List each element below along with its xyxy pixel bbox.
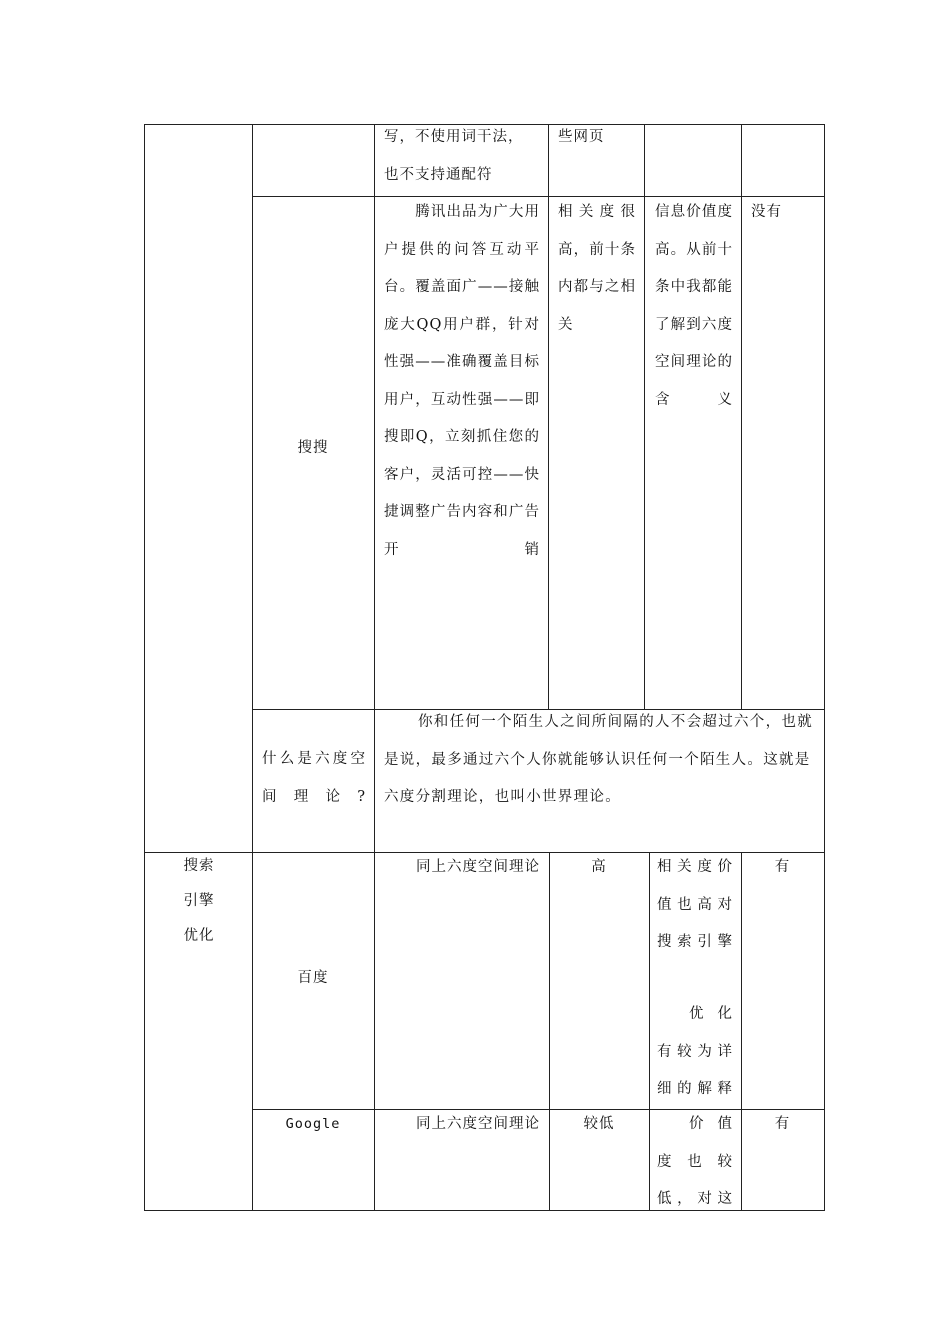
column-divider [252, 124, 253, 1211]
column-divider [741, 124, 742, 709]
sousou-relevance: 相关度很高，前十条内都与之相关 [558, 204, 636, 333]
column-divider [374, 124, 375, 1211]
row1-description: 写，不使用词干法， 也不支持通配符 [384, 129, 524, 183]
sousou-description: 腾讯出品为广大用户提供的问答互动平台。覆盖面广——接触庞大QQ用户群，针对性强——准确覆盖目标用户，互动性强——即搜即Q，立刻抓住您的客户，灵活可控——快捷调整广告内容和广告开销 [384, 204, 540, 558]
baidu-value-part1: 相关度价值也高对搜索引擎 [657, 859, 733, 950]
baidu-value-part2: 优化有较为详细的解释 [657, 1006, 733, 1097]
table-border-right [824, 124, 825, 1211]
seo-category-label: 搜索 引擎 优化 [183, 858, 215, 944]
sousou-ads: 没有 [751, 204, 782, 220]
column-divider [649, 852, 650, 1210]
google-ads: 有 [774, 1116, 791, 1132]
column-divider [644, 124, 645, 709]
sousou-value: 信息价值度高。从前十条中我都能了解到六度空间理论的含义 [655, 204, 733, 408]
baidu-ads: 有 [774, 859, 791, 875]
sousou-engine-name: 搜搜 [297, 440, 329, 456]
google-description: 同上六度空间理论 [416, 1116, 540, 1132]
baidu-engine-name: 百度 [297, 970, 329, 986]
google-relevance: 较低 [583, 1116, 615, 1132]
definition-question: 什么是六度空间理论? [262, 751, 366, 805]
comparison-table [144, 124, 825, 1211]
baidu-relevance: 高 [591, 859, 607, 875]
table-border-left [144, 124, 145, 1211]
column-divider [549, 852, 550, 1210]
google-engine-name: Google [285, 1116, 341, 1132]
google-value: 价值度也较低，对这 [657, 1116, 733, 1207]
column-divider [548, 124, 549, 709]
column-divider [741, 852, 742, 1210]
row1-relevance: 些网页 [558, 129, 605, 145]
definition-answer: 你和任何一个陌生人之间所间隔的人不会超过六个，也就是说，最多通过六个人你就能够认识任何一个陌生人。这就是六度分割理论，也叫小世界理论。 [384, 714, 813, 805]
baidu-description: 同上六度空间理论 [416, 859, 540, 875]
